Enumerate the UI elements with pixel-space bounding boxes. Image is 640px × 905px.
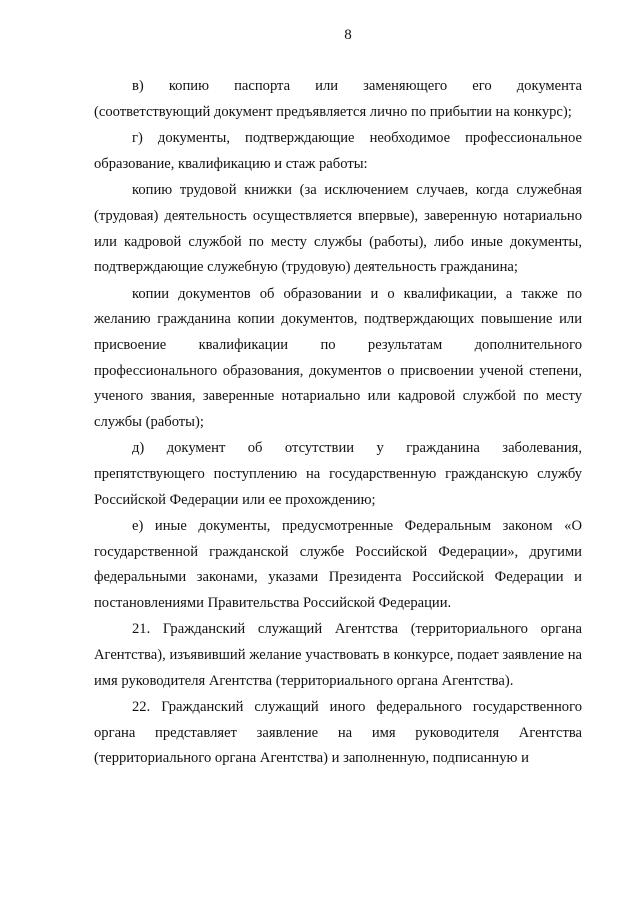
paragraph-education-copies: копии документов об образовании и о квалификации, а также по желанию гражданина копии документов, подтверждающих повышение или присвоение квалификации по результатам дополнительного профессионального образования, документов о присвоении ученой степени, ученого звания, заверенные нотариально или кадровой службой по месту службы (работы);: [94, 285, 582, 430]
paragraph-d-health-document: д) документ об отсутствии у гражданина заболевания, препятствующего поступлению на государственную гражданскую службу Российской Федерации или ее прохождению;: [94, 440, 582, 508]
paragraph-21-agency-employee: 21. Гражданский служащий Агентства (территориального органа Агентства), изъявивший желание участвовать в конкурсе, подает заявление на имя руководителя Агентства (территориального органа Агентства).: [94, 621, 582, 689]
paragraph-g-education-documents: г) документы, подтверждающие необходимое профессиональное образование, квалификацию и стаж работы:: [94, 130, 582, 172]
paragraph-v-passport: в) копию паспорта или заменяющего его документа (соответствующий документ предъявляется лично по прибытии на конкурс);: [94, 78, 582, 120]
page-number: 8: [344, 27, 352, 43]
paragraph-e-other-documents: е) иные документы, предусмотренные Федеральным законом «О государственной гражданской службе Российской Федерации», другими федеральными законами, указами Президента Российской Федерации и постановлениями Правительства Российской Федерации.: [94, 518, 582, 611]
paragraph-work-record-copy: копию трудовой книжки (за исключением случаев, когда служебная (трудовая) деятельность осуществляется впервые), заверенную нотариально или кадровой службой по месту службы (работы), либо иные документы, подтверждающие служебную (трудовую) деятельность гражданина;: [94, 182, 582, 276]
document-body: [94, 74, 582, 772]
paragraph-22-other-agency-employee: 22. Гражданский служащий иного федерального государственного органа представляет заявление на имя руководителя Агентства (территориального органа Агентства) и заполненную, подписанную и: [94, 699, 582, 767]
